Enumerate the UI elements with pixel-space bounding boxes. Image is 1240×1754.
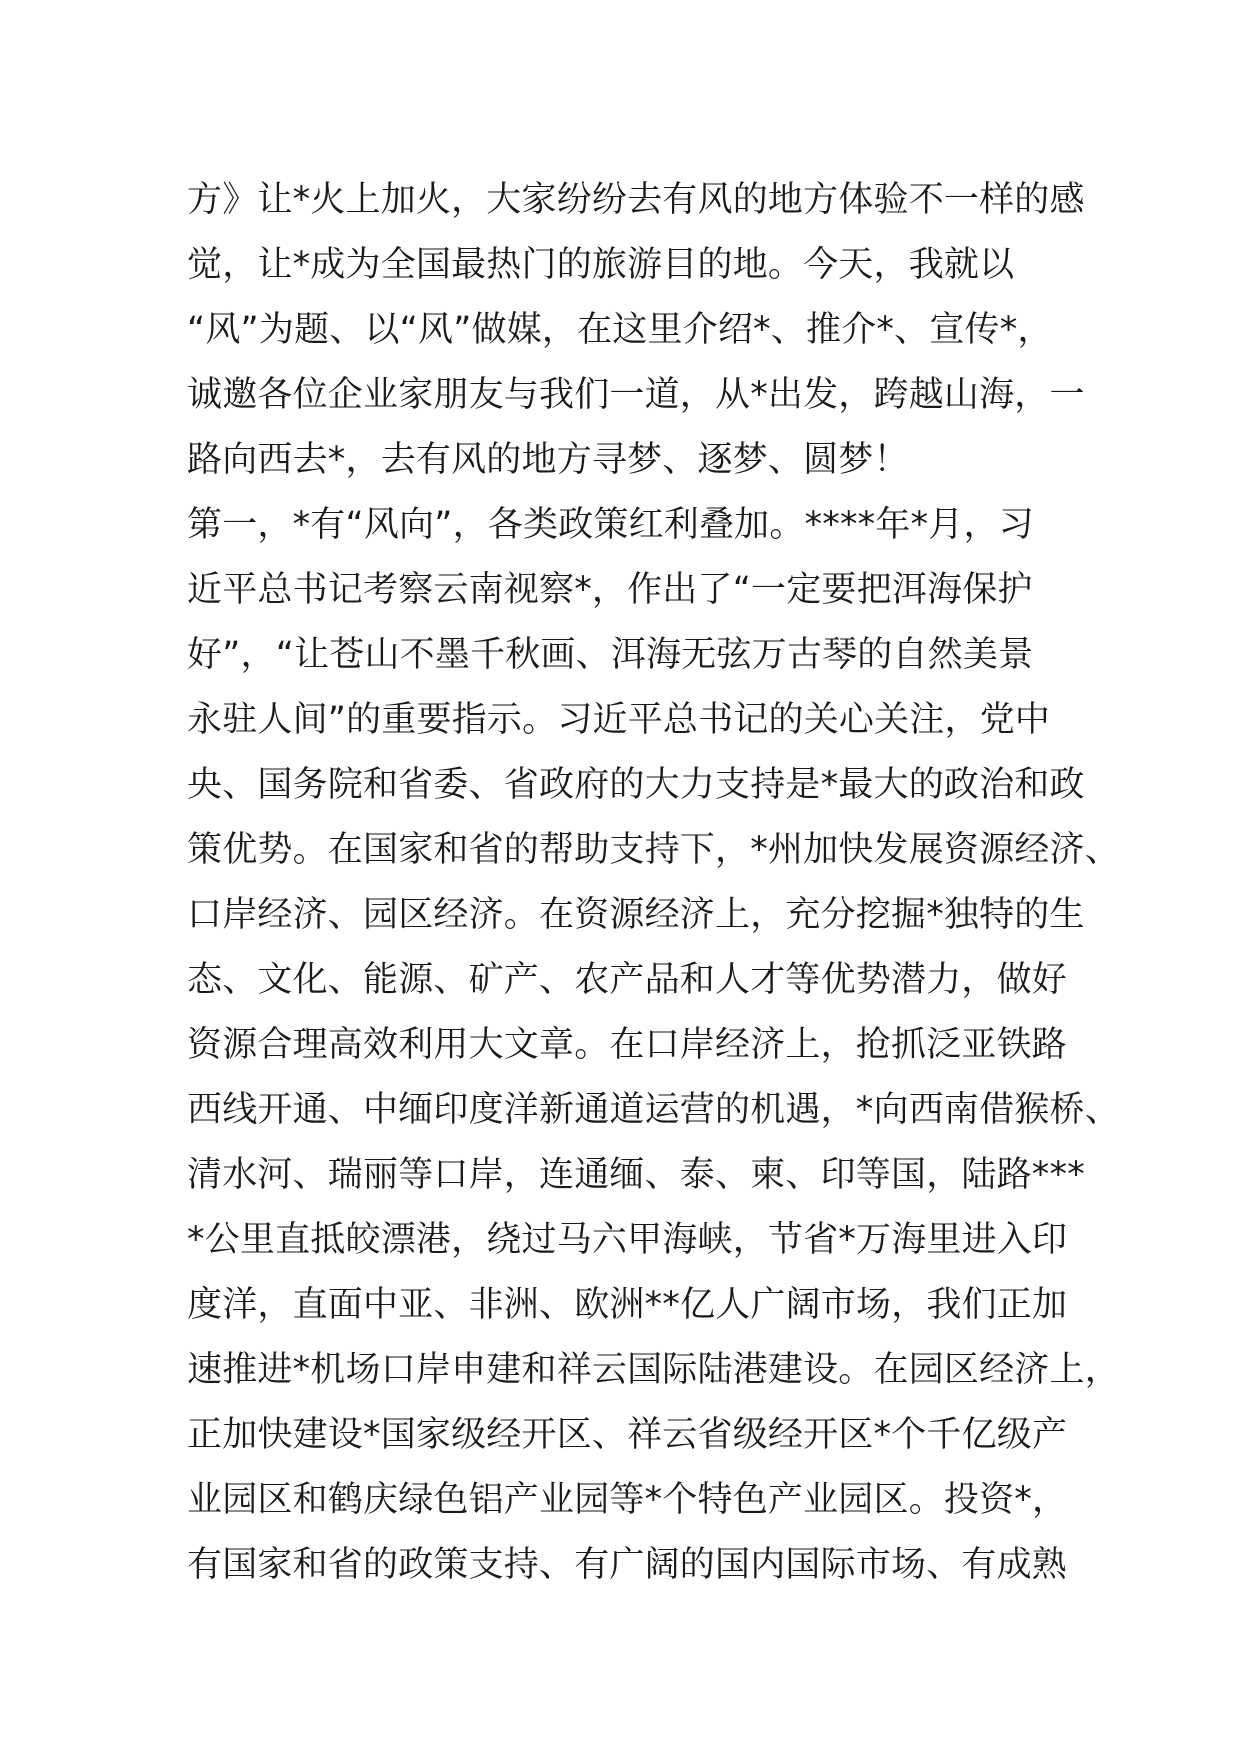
text-line: “风”为题、以“风”做媒，在这里介绍*、推介*、宣传*， [187, 310, 1053, 350]
text-line: 态、文化、能源、矿产、农产品和人才等优势潜力，做好 [187, 960, 1068, 1000]
text-line: 西线开通、中缅印度洋新通道运营的机遇，*向西南借猴桥、 [187, 1090, 1120, 1130]
text-line: 策优势。在国家和省的帮助支持下，*州加快发展资源经济、 [187, 830, 1120, 870]
text-line: 诚邀各位企业家朋友与我们一道，从*出发，跨越山海，一 [187, 375, 1085, 415]
text-line: 资源合理高效利用大文章。在口岸经济上，抢抓泛亚铁路 [187, 1025, 1068, 1065]
text-line: 业园区和鹤庆绿色铝产业园等*个特色产业园区。投资*， [187, 1480, 1068, 1520]
text-line: 第一，*有“风向”，各类政策红利叠加。****年*月，习 [187, 505, 1034, 545]
text-line: 央、国务院和省委、省政府的大力支持是*最大的政治和政 [187, 765, 1085, 805]
text-line: 正加快建设*国家级经开区、祥云省级经开区*个千亿级产 [187, 1415, 1068, 1455]
text-line: 觉，让*成为全国最热门的旅游目的地。今天，我就以 [187, 245, 1015, 285]
text-line: 永驻人间”的重要指示。习近平总书记的关心关注，党中 [187, 700, 1051, 740]
text-line: 有国家和省的政策支持、有广阔的国内国际市场、有成熟 [187, 1545, 1068, 1585]
text-line: *公里直抵皎漂港，绕过马六甲海峡，节省*万海里进入印 [187, 1220, 1068, 1260]
text-line: 口岸经济、园区经济。在资源经济上，充分挖掘*独特的生 [187, 895, 1085, 935]
text-line: 好”，“让苍山不墨千秋画、洱海无弦万古琴的自然美景 [187, 635, 1034, 675]
text-line: 方》让*火上加火，大家纷纷去有风的地方体验不一样的感 [187, 180, 1085, 220]
text-line: 速推进*机场口岸申建和祥云国际陆港建设。在园区经济上， [187, 1350, 1120, 1390]
text-line: 近平总书记考察云南视察*，作出了“一定要把洱海保护 [187, 570, 1033, 610]
body-text [187, 168, 1120, 1598]
text-line: 清水河、瑞丽等口岸，连通缅、泰、柬、印等国，陆路*** [187, 1155, 1085, 1195]
text-line: 度洋，直面中亚、非洲、欧洲**亿人广阔市场，我们正加 [187, 1285, 1068, 1325]
text-line: 路向西去*，去有风的地方寻梦、逐梦、圆梦！ [187, 440, 909, 480]
